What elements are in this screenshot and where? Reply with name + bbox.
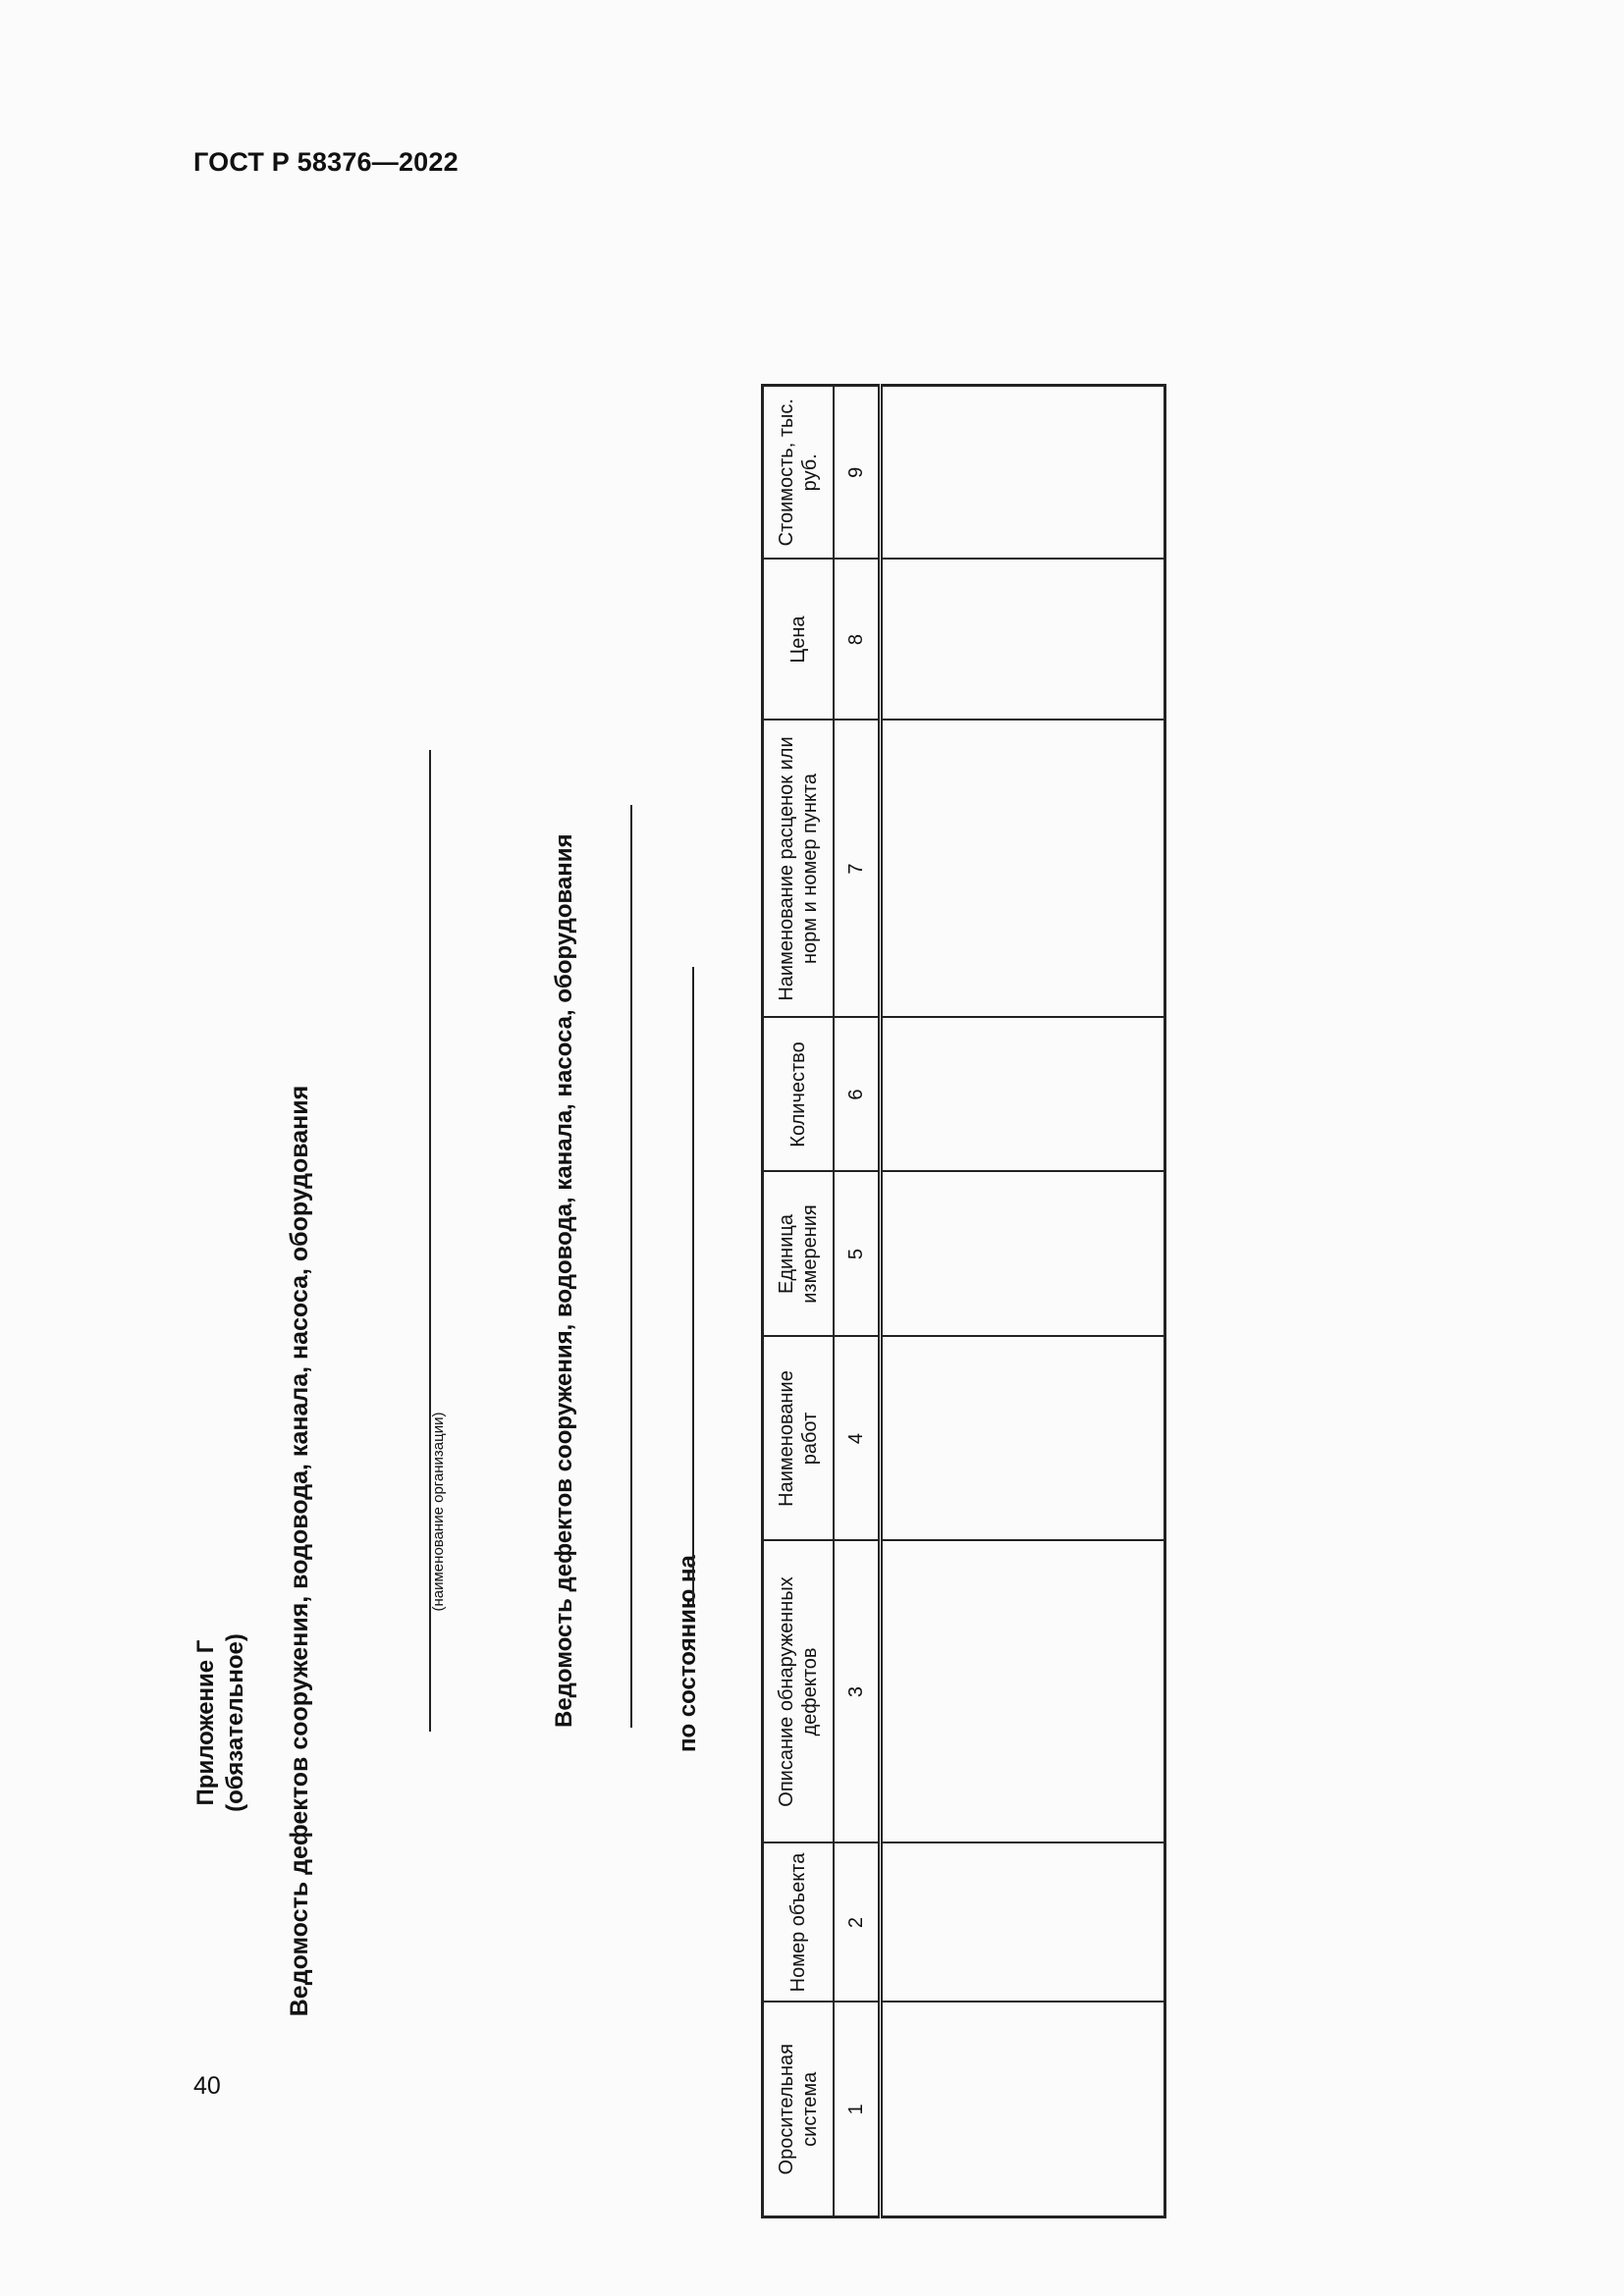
table-header-row: [763, 386, 835, 2217]
table-number-row: [834, 386, 881, 2217]
form-second-title: Ведомость дефектов сооружения, водовода, канала, насоса, оборудования: [551, 833, 577, 1728]
column-number: 7: [834, 721, 881, 1018]
table-cell[interactable]: [881, 1172, 1165, 1337]
column-number: 5: [834, 1172, 881, 1337]
table-cell[interactable]: [881, 560, 1165, 721]
table-cell[interactable]: [881, 1541, 1165, 1843]
column-header: Стоимость, тыс. руб.: [763, 386, 835, 560]
column-number: 2: [834, 1843, 881, 2002]
table-cell[interactable]: [881, 1337, 1165, 1541]
appendix-title: Приложение Г: [192, 1639, 219, 1806]
column-header: Номер объекта: [763, 1843, 835, 2002]
date-line[interactable]: [692, 967, 694, 1605]
table-cell[interactable]: [881, 1018, 1165, 1172]
column-header: Цена: [763, 560, 835, 721]
form-main-title: Ведомость дефектов сооружения, водовода, канала, насоса, оборудования: [286, 1085, 313, 2017]
column-number: 8: [834, 560, 881, 721]
column-header: Описание обнаруженных дефектов: [763, 1541, 835, 1843]
column-header: Оросительная система: [763, 2002, 835, 2217]
defects-table: [761, 384, 1166, 2218]
page-number: 40: [193, 2072, 221, 2100]
column-number: 9: [834, 386, 881, 560]
column-number: 1: [834, 2002, 881, 2217]
document-header: ГОСТ Р 58376—2022: [193, 147, 459, 177]
defects-table-wrapper: [761, 384, 1166, 2218]
column-number: 6: [834, 1018, 881, 1172]
table-cell[interactable]: [881, 386, 1165, 560]
rotated-form: [172, 157, 867, 2218]
column-header: Единица измерения: [763, 1172, 835, 1337]
column-header: Наименование работ: [763, 1337, 835, 1541]
appendix-subtitle: (обязательное): [222, 1633, 248, 1812]
column-header: Наименование расценок или норм и номер пункта: [763, 721, 835, 1018]
table-cell[interactable]: [881, 2002, 1165, 2217]
column-number: 3: [834, 1541, 881, 1843]
column-number: 4: [834, 1337, 881, 1541]
date-label: по состоянию на: [675, 1555, 701, 1752]
column-header: Количество: [763, 1018, 835, 1172]
object-name-line[interactable]: [630, 805, 632, 1728]
table-row: [881, 386, 1165, 2217]
appendix-heading: [191, 1227, 250, 2218]
organization-caption: (наименование организации): [430, 1412, 447, 1612]
table-cell[interactable]: [881, 1843, 1165, 2002]
table-cell[interactable]: [881, 721, 1165, 1018]
